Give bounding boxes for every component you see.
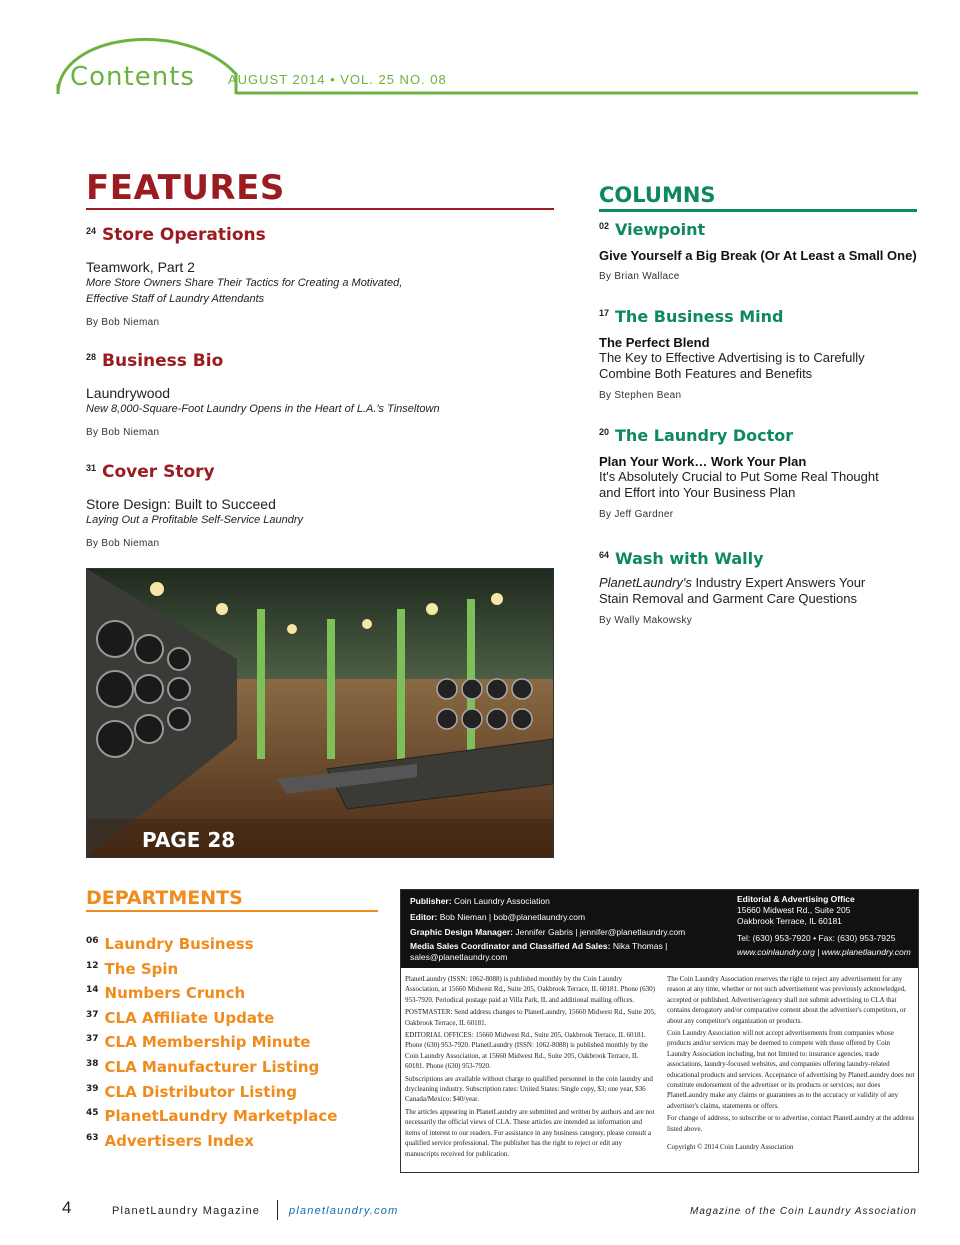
department-item[interactable] — [86, 935, 337, 960]
column-title: The Business Mind — [615, 307, 784, 326]
feature-description: More Store Owners Share Their Tactics for Creating a Motivated, Effective Staff of Laundry Attendants — [86, 277, 403, 305]
column-description: It's Absolutely Crucial to Put Some Real Thought and Effort into Your Business Plan — [599, 469, 879, 500]
office-address2: Oakbrook Terrace, IL 60181 — [737, 916, 842, 926]
masthead-paragraph: POSTMASTER: Send address changes to PlanetLaundry, 15660 Midwest Rd., Suite 205, Oakbrook Terrace, IL 60181. — [405, 1008, 656, 1027]
editor-value: Bob Nieman | bob@planetlaundry.com — [439, 911, 586, 922]
publisher-label: Publisher: — [410, 896, 452, 906]
page-number: 12 — [86, 960, 99, 971]
masthead-paragraph: EDITORIAL OFFICES: 15660 Midwest Rd., Suite 205, Oakbrook Terrace, IL 60181. Phone (630) 953-7920. PlanetLaundry (ISSN: 1062-8088) is published monthly by the Coin Laundry Association, at 15660 Midwest Rd., Suite 205, Oakbrook Terrace, IL 60181. Phone (630) 953-7920. — [405, 1031, 648, 1071]
office-phone: Tel: (630) 953-7920 • Fax: (630) 953-7925 — [737, 933, 896, 943]
department-item[interactable] — [86, 1033, 337, 1058]
column-description: The Key to Effective Advertising is to Carefully Combine Both Features and Benefits — [599, 350, 865, 381]
feature-description: New 8,000-Square-Foot Laundry Opens in the Heart of L.A.'s Tinseltown — [86, 403, 440, 415]
office-address1: 15660 Midwest Rd., Suite 205 — [737, 905, 851, 915]
page-number: 63 — [86, 1132, 99, 1143]
masthead-paragraph: The Coin Laundry Association reserves the right to reject any advertisement for any reason at any time, whether or not such advertisement was previously acknowledged, accepted or published. Advertiser/agency shall not submit advertising to CLA that contains derogatory and/or comparative content about the advertiser's competitors, or about any competitor's organization or products. — [667, 975, 906, 1025]
feature-item[interactable] — [86, 225, 554, 328]
column-description-italic: PlanetLaundry's — [599, 575, 692, 590]
department-item[interactable] — [86, 984, 337, 1009]
publisher-value: Coin Laundry Association — [453, 896, 550, 906]
column-subtitle: The Perfect Blend — [599, 335, 710, 350]
column-subtitle: Give Yourself a Big Break (Or At Least a Small One) — [599, 248, 917, 263]
column-description — [599, 575, 889, 607]
columns-heading: COLUMNS — [599, 183, 716, 207]
footer-divider — [277, 1200, 278, 1220]
masthead-office — [737, 894, 915, 958]
columns-divider — [599, 209, 917, 212]
page-number: 45 — [86, 1108, 99, 1119]
departments-divider — [86, 910, 378, 912]
department-title: PlanetLaundry Marketplace — [104, 1107, 338, 1126]
column-byline: By Jeff Gardner — [599, 509, 674, 520]
laundromat-illustration — [87, 569, 553, 857]
department-title: CLA Distributor Listing — [104, 1082, 298, 1101]
sales-value: Nika Thomas | sales@planetlaundry.com — [410, 940, 668, 962]
page-number: 28 — [86, 351, 97, 362]
department-title: The Spin — [104, 959, 179, 978]
department-title: CLA Affiliate Update — [104, 1008, 275, 1027]
column-title: Wash with Wally — [615, 549, 764, 568]
department-item[interactable] — [86, 960, 337, 985]
column-item[interactable] — [599, 426, 919, 520]
feature-subtitle: Store Design: Built to Succeed — [86, 496, 276, 512]
copyright: Copyright © 2014 Coin Laundry Association — [667, 1143, 794, 1152]
feature-description: Laying Out a Profitable Self-Service Laundry — [86, 514, 304, 526]
page-number-footer: 4 — [62, 1198, 72, 1217]
column-title: The Laundry Doctor — [615, 426, 794, 445]
page-number: 14 — [86, 985, 99, 996]
feature-subtitle: Teamwork, Part 2 — [86, 259, 195, 275]
page-number: 37 — [86, 1034, 99, 1045]
column-item[interactable] — [599, 549, 919, 626]
column-item[interactable] — [599, 220, 919, 282]
feature-title: Store Operations — [102, 225, 266, 245]
footer-url-link[interactable]: planetlaundry.com — [289, 1205, 399, 1217]
department-item[interactable] — [86, 1083, 337, 1108]
masthead-box — [400, 889, 919, 1173]
page-number: 24 — [86, 225, 97, 236]
column-byline: By Brian Wallace — [599, 271, 680, 282]
sales-label: Media Sales Coordinator and Classified Ad Sales: — [410, 940, 611, 951]
department-item[interactable] — [86, 1009, 337, 1034]
department-item[interactable] — [86, 1058, 337, 1083]
page-number: 20 — [599, 426, 610, 437]
masthead-right-text — [667, 974, 915, 1155]
feature-byline: By Bob Nieman — [86, 538, 160, 549]
department-title: Laundry Business — [104, 935, 254, 953]
feature-subtitle: Laundrywood — [86, 385, 171, 401]
column-subtitle: Plan Your Work… Work Your Plan — [599, 454, 807, 469]
page-number: 02 — [599, 220, 610, 231]
department-item[interactable] — [86, 1107, 337, 1132]
office-web: www.coinlaundry.org | www.planetlaundry.com — [737, 947, 911, 957]
department-title: Advertisers Index — [104, 1131, 255, 1150]
departments-list — [86, 935, 337, 1156]
masthead-paragraph: PlanetLaundry (ISSN: 1062-8088) is published monthly by the Coin Laundry Association, at 15660 Midwest Rd., Suite 205, Oakbrook Terrace, IL 60181. Phone (630) 953-7920. Periodical postage paid at Villa Park, IL and additional mailing offices. — [405, 975, 655, 1004]
editor-label: Editor: — [410, 911, 438, 922]
photo-page-label: PAGE 28 — [142, 828, 236, 852]
masthead-paragraph: The articles appearing in PlanetLaundry are submitted and written by authors and are not necessarily the official views of CLA. These articles are intended as information and items of interest to our readers. For assistance in any business category, please consult a qualified service professional. The publisher has the right to reject or edit any manuscripts received for publication. — [405, 1107, 655, 1158]
page-number: 06 — [86, 936, 99, 946]
page-number: 17 — [599, 307, 610, 318]
department-title: CLA Manufacturer Listing — [104, 1057, 320, 1076]
page-title: Contents — [70, 62, 195, 92]
feature-title: Business Bio — [102, 351, 224, 371]
features-heading: FEATURES — [86, 168, 285, 208]
feature-item[interactable] — [86, 351, 554, 438]
column-byline: By Wally Makowsky — [599, 615, 693, 626]
feature-byline: By Bob Nieman — [86, 317, 160, 328]
page-number: 38 — [86, 1058, 99, 1069]
page-number: 37 — [86, 1009, 99, 1020]
laundromat-photo[interactable] — [86, 568, 554, 858]
masthead-staff — [410, 894, 728, 963]
footer-magazine-name: PlanetLaundry Magazine — [112, 1205, 261, 1217]
design-label: Graphic Design Manager: — [410, 927, 513, 937]
column-description-text: Industry Expert Answers Your Stain Removal and Garment Care Questions — [599, 575, 866, 606]
column-title: Viewpoint — [615, 220, 706, 239]
masthead-paragraph: Subscriptions are available without charge to qualified personnel in the coin laundry and drycleaning industry. Subscription rates: United States: Single copy, $3; one year, $36 Canada/Mexico: $40/year. — [405, 1074, 653, 1104]
masthead-paragraph: Coin Laundry Association will not accept advertisements from companies whose products and/or services may be deemed to compete with those offered by Coin Laundry Association including, but not limited to: insurance agencies, trade associations, laundry-focused websites, and companies offering laundry-related educational products and services. Acceptance of advertising by PlanetLaundry does not constitute endorsement of the advertiser or its products or services; nor does PlanetLaundry make any claims or guarantees as to the accuracy or validity of any advertiser's claims, statements or offers. — [667, 1029, 915, 1110]
feature-byline: By Bob Nieman — [86, 427, 160, 438]
department-title: CLA Membership Minute — [104, 1033, 311, 1052]
office-title: Editorial & Advertising Office — [737, 894, 855, 904]
footer-tagline: Magazine of the Coin Laundry Association — [690, 1206, 917, 1217]
column-byline: By Stephen Bean — [599, 390, 682, 401]
department-item[interactable] — [86, 1132, 337, 1157]
page-number: 64 — [599, 549, 610, 560]
masthead-paragraph: For change of address, to subscribe or to advertise, contact PlanetLaundry at the address listed above. — [667, 1114, 915, 1133]
department-title: Numbers Crunch — [104, 984, 246, 1003]
issue-line: AUGUST 2014 • VOL. 25 NO. 08 — [228, 72, 447, 87]
feature-title: Cover Story — [102, 462, 215, 482]
page-number: 31 — [86, 462, 97, 473]
masthead-header — [401, 890, 918, 968]
page-number: 39 — [86, 1083, 99, 1094]
features-divider — [86, 208, 554, 210]
feature-item[interactable] — [86, 462, 554, 549]
column-item[interactable] — [599, 307, 919, 401]
design-value: Jennifer Gabris | jennifer@planetlaundry.com — [515, 927, 686, 937]
departments-heading: DEPARTMENTS — [86, 887, 243, 909]
masthead-left-text — [405, 974, 657, 1161]
